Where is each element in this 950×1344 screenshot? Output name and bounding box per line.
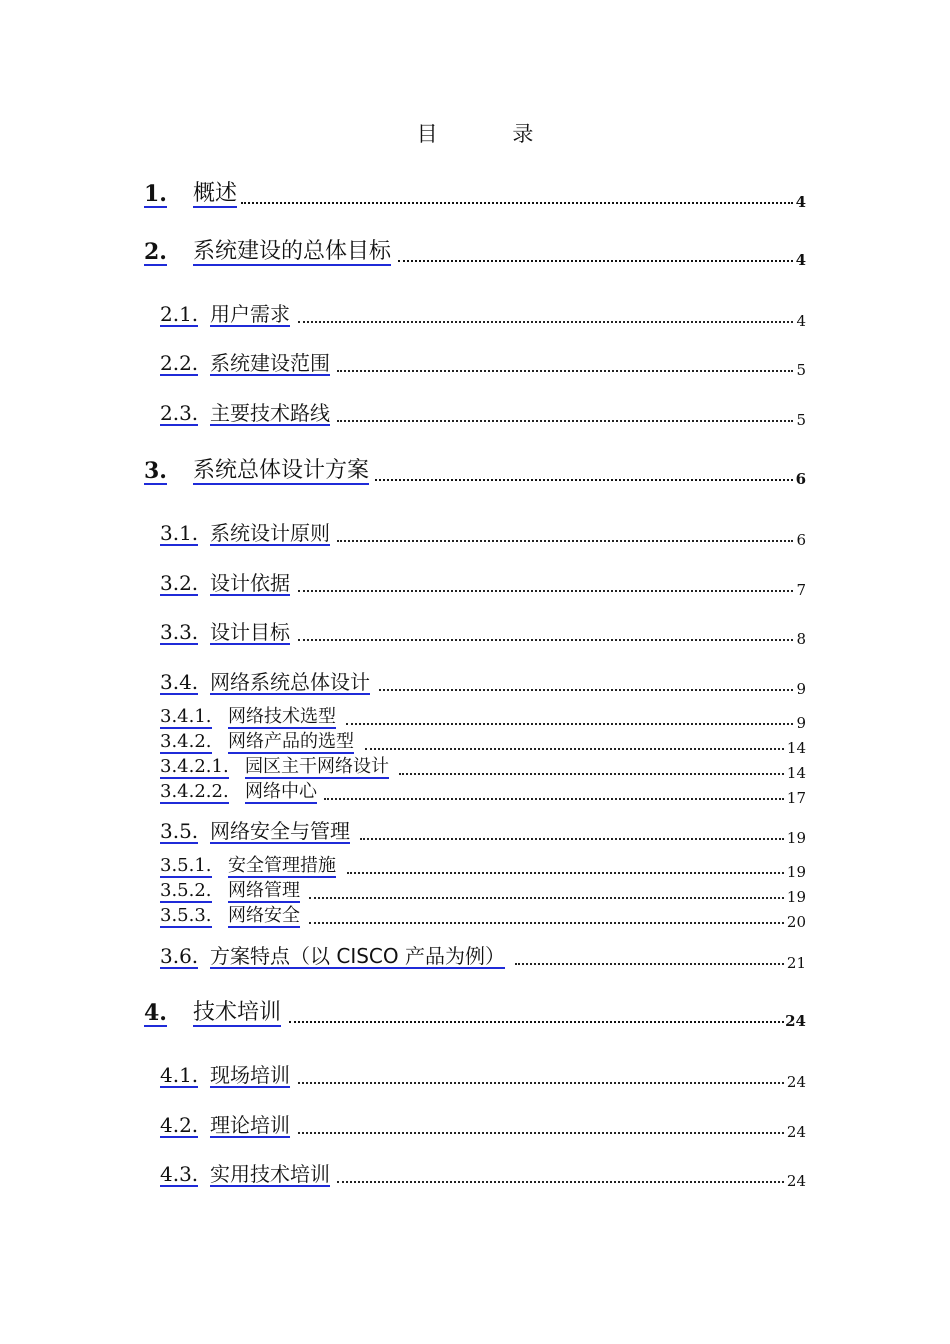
toc-entry-3-5-3[interactable] <box>0 906 950 932</box>
toc-title-text[interactable]: 网络系统总体设计 <box>210 670 370 694</box>
dot-leader <box>360 838 784 840</box>
dot-leader <box>241 202 793 204</box>
toc-number[interactable]: 3.5. <box>160 819 199 843</box>
toc-page-number[interactable]: 14 <box>786 764 806 782</box>
dot-leader <box>337 1181 784 1183</box>
toc-entry-3-5-2[interactable] <box>0 881 950 907</box>
toc-number[interactable]: 3.4.2.2. <box>160 781 229 803</box>
dot-leader <box>298 1132 784 1134</box>
toc-page-number[interactable]: 9 <box>796 714 806 732</box>
toc-entry-2-2[interactable] <box>0 348 950 380</box>
toc-page-number[interactable]: 24 <box>786 1123 806 1141</box>
toc-number[interactable]: 4. <box>144 999 167 1026</box>
toc-title-text[interactable]: 园区主干网络设计 <box>245 756 389 778</box>
toc-entry-3-4-2-1[interactable] <box>0 757 950 783</box>
toc-page-number[interactable]: 7 <box>796 581 806 599</box>
toc-title-text[interactable]: 概述 <box>193 182 237 208</box>
toc-entry-3-5-1[interactable] <box>0 856 950 882</box>
toc-page-number[interactable]: 24 <box>786 1172 806 1190</box>
toc-entry-3[interactable] <box>0 457 950 489</box>
toc-number[interactable]: 1. <box>144 180 167 207</box>
toc-entry-2[interactable] <box>0 238 950 270</box>
dot-leader <box>298 639 793 641</box>
toc-number[interactable]: 3.4. <box>160 670 199 694</box>
toc-title-text[interactable]: 设计依据 <box>210 571 290 595</box>
toc-number[interactable]: 2.2. <box>160 351 199 375</box>
toc-title-text[interactable]: 系统建设范围 <box>210 351 330 375</box>
toc-title-text[interactable]: 技术培训 <box>193 1001 281 1027</box>
toc-number[interactable]: 3.4.1. <box>160 706 212 728</box>
toc-page-number[interactable]: 6 <box>796 531 806 549</box>
toc-entry-3-3[interactable] <box>0 617 950 649</box>
dot-leader <box>379 689 793 691</box>
toc-title-text[interactable]: 安全管理措施 <box>228 855 336 877</box>
toc-number[interactable]: 2.3. <box>160 401 199 425</box>
toc-number[interactable]: 3.5.1. <box>160 855 212 877</box>
dot-leader <box>399 773 784 775</box>
toc-page-number[interactable]: 5 <box>796 411 806 429</box>
dot-leader <box>347 872 784 874</box>
toc-title-text[interactable]: 主要技术路线 <box>210 401 330 425</box>
toc-page-number[interactable]: 19 <box>786 888 806 906</box>
toc-title-text[interactable]: 网络安全与管理 <box>210 819 350 843</box>
toc-page-number[interactable]: 19 <box>786 829 806 847</box>
toc-number[interactable]: 3. <box>144 457 167 484</box>
dot-leader <box>375 479 793 481</box>
toc-page-number[interactable]: 5 <box>796 361 806 379</box>
toc-entry-2-1[interactable] <box>0 299 950 331</box>
toc-title-text[interactable]: 系统建设的总体目标 <box>193 240 391 266</box>
dot-leader <box>309 922 784 924</box>
toc-entry-3-4-1[interactable] <box>0 707 950 733</box>
dot-leader <box>324 798 784 800</box>
toc-entry-3-4-2-2[interactable] <box>0 782 950 808</box>
toc-page-number[interactable]: 19 <box>786 863 806 881</box>
toc-number[interactable]: 4.1. <box>160 1063 199 1087</box>
toc-page-number[interactable]: 24 <box>786 1073 806 1091</box>
toc-title-text[interactable]: 网络产品的选型 <box>228 731 354 753</box>
toc-title-text[interactable]: 方案特点（以 CISCO 产品为例） <box>210 944 505 968</box>
toc-number[interactable]: 4.3. <box>160 1162 199 1186</box>
toc-entry-3-4[interactable] <box>0 667 950 699</box>
toc-page-number[interactable]: 4 <box>795 251 806 269</box>
toc-entry-4[interactable] <box>0 999 950 1031</box>
toc-number[interactable]: 3.6. <box>160 944 199 968</box>
toc-title-text[interactable]: 网络技术选型 <box>228 706 336 728</box>
dot-leader <box>365 748 784 750</box>
toc-entry-3-2[interactable] <box>0 568 950 600</box>
toc-page-number[interactable]: 21 <box>786 954 806 972</box>
dot-leader <box>398 260 793 262</box>
toc-entry-3-6[interactable] <box>0 941 950 973</box>
toc-title-text[interactable]: 系统总体设计方案 <box>193 459 369 485</box>
toc-title: 目 录 <box>416 122 568 146</box>
toc-title-text[interactable]: 用户需求 <box>210 302 290 326</box>
toc-page-number[interactable]: 9 <box>796 680 806 698</box>
toc-title-text[interactable]: 网络安全 <box>228 905 300 927</box>
toc-page-number[interactable]: 14 <box>786 739 806 757</box>
toc-number[interactable]: 3.2. <box>160 571 199 595</box>
toc-page-number[interactable]: 4 <box>795 193 806 211</box>
toc-title-text[interactable]: 现场培训 <box>210 1063 290 1087</box>
dot-leader <box>289 1021 784 1023</box>
toc-number[interactable]: 2.1. <box>160 302 199 326</box>
toc-title-text[interactable]: 网络管理 <box>228 880 300 902</box>
toc-number[interactable]: 3.1. <box>160 521 199 545</box>
toc-entry-4-3[interactable] <box>0 1159 950 1191</box>
toc-entry-1[interactable] <box>0 180 950 212</box>
dot-leader <box>298 321 793 323</box>
toc-number[interactable]: 4.2. <box>160 1113 199 1137</box>
dot-leader <box>337 370 793 372</box>
toc-entry-3-5[interactable] <box>0 816 950 848</box>
toc-entry-2-3[interactable] <box>0 398 950 430</box>
dot-leader <box>298 1082 784 1084</box>
toc-page-number[interactable]: 17 <box>786 789 806 807</box>
toc-page-number[interactable]: 6 <box>795 470 806 488</box>
dot-leader <box>346 723 793 725</box>
toc-entry-4-2[interactable] <box>0 1110 950 1142</box>
toc-title-text[interactable]: 设计目标 <box>210 620 290 644</box>
dot-leader <box>337 420 793 422</box>
dot-leader <box>337 540 793 542</box>
toc-entry-3-1[interactable] <box>0 518 950 550</box>
toc-title-text[interactable]: 理论培训 <box>210 1113 290 1137</box>
toc-number[interactable]: 3.4.2. <box>160 731 212 753</box>
dot-leader <box>298 590 793 592</box>
dot-leader <box>309 897 784 899</box>
toc-page-number[interactable]: 8 <box>796 630 806 648</box>
toc-title-text[interactable]: 系统设计原则 <box>210 521 330 545</box>
toc-number[interactable]: 3.3. <box>160 620 199 644</box>
toc-page-number[interactable]: 20 <box>786 913 806 931</box>
toc-page-number[interactable]: 24 <box>785 1012 806 1030</box>
toc-number[interactable]: 2. <box>144 238 167 265</box>
toc-page-number[interactable]: 4 <box>796 312 806 330</box>
toc-title-text[interactable]: 网络中心 <box>245 781 317 803</box>
toc-number[interactable]: 3.4.2.1. <box>160 756 229 778</box>
dot-leader <box>515 963 784 965</box>
toc-entry-3-4-2[interactable] <box>0 732 950 758</box>
toc-title-text[interactable]: 实用技术培训 <box>210 1162 330 1186</box>
toc-number[interactable]: 3.5.2. <box>160 880 212 902</box>
toc-number[interactable]: 3.5.3. <box>160 905 212 927</box>
toc-entry-4-1[interactable] <box>0 1060 950 1092</box>
